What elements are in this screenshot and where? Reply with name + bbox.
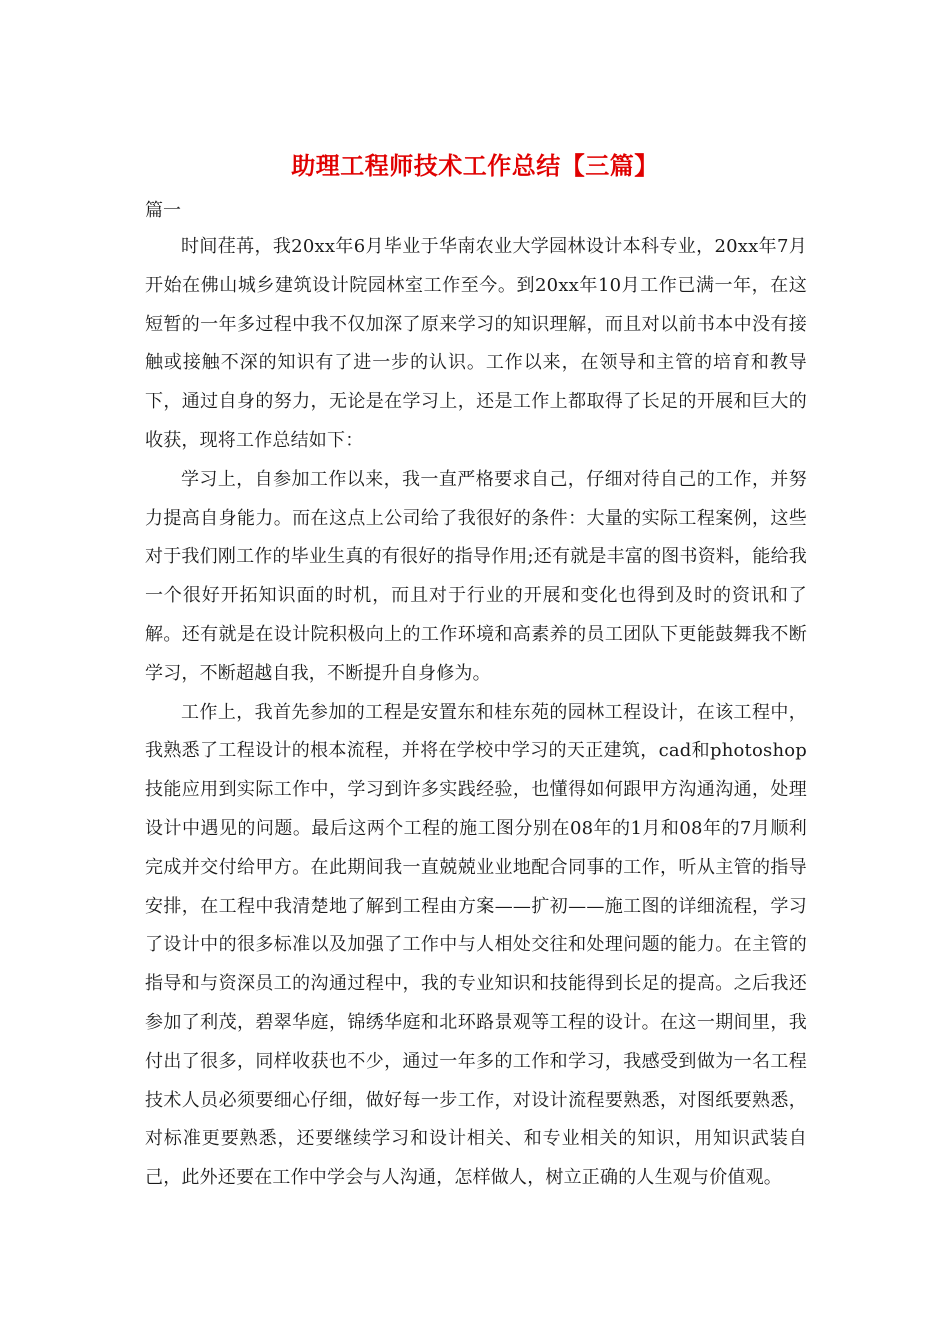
document-body — [145, 228, 807, 1198]
document-title: 助理工程师技术工作总结【三篇】 — [291, 151, 659, 180]
paragraph-1: 时间荏苒，我20xx年6月毕业于华南农业大学园林设计本科专业，20xx年7月开始在佛山城乡建筑设计院园林室工作至今。到20xx年10月工作已满一年，在这短暂的一年多过程中我不仅加深了原来学习的知识理解，而且对以前书本中没有接触或接触不深的知识有了进一步的认识。工作以来，在领导和主管的培育和教导下，通过自身的努力，无论是在学习上，还是工作上都取得了长足的开展和巨大的收获，现将工作总结如下： — [145, 236, 807, 451]
paragraph-2: 学习上，自参加工作以来，我一直严格要求自己，仔细对待自己的工作，并努力提高自身能力。而在这点上公司给了我很好的条件：大量的实际工程案例，这些对于我们刚工作的毕业生真的有很好的指导作用;还有就是丰富的图书资料，能给我一个很好开拓知识面的时机，而且对于行业的开展和变化也得到及时的资讯和了解。还有就是在设计院积极向上的工作环境和高素养的员工团队下更能鼓舞我不断学习，不断超越自我，不断提升自身修为。 — [145, 468, 807, 684]
paragraph-3: 工作上，我首先参加的工程是安置东和桂东苑的园林工程设计，在该工程中，我熟悉了工程设计的根本流程，并将在学校中学习的天正建筑，cad和photoshop技能应用到实际工作中，学习到许多实践经验，也懂得如何跟甲方沟通沟通，处理设计中遇见的问题。最后这两个工程的施工图分别在08年的1月和08年的7月顺利完成并交付给甲方。在此期间我一直兢兢业业地配合同事的工作，听从主管的指导安排，在工程中我清楚地了解到工程由方案——扩初——施工图的详细流程，学习了设计中的很多标准以及加强了工作中与人相处交往和处理问题的能力。在主管的指导和与资深员工的沟通过程中，我的专业知识和技能得到长足的提高。之后我还参加了利茂，碧翠华庭，锦绣华庭和北环路景观等工程的设计。在这一期间里，我付出了很多，同样收获也不少，通过一年多的工作和学习，我感受到做为一名工程技术人员必须要细心仔细，做好每一步工作，对设计流程要熟悉，对图纸要熟悉，对标准更要熟悉，还要继续学习和设计相关、和专业相关的知识，用知识武装自己，此外还要在工作中学会与人沟通，怎样做人，树立正确的人生观与价值观。 — [145, 701, 807, 1189]
section-label: 篇一 — [145, 200, 181, 221]
